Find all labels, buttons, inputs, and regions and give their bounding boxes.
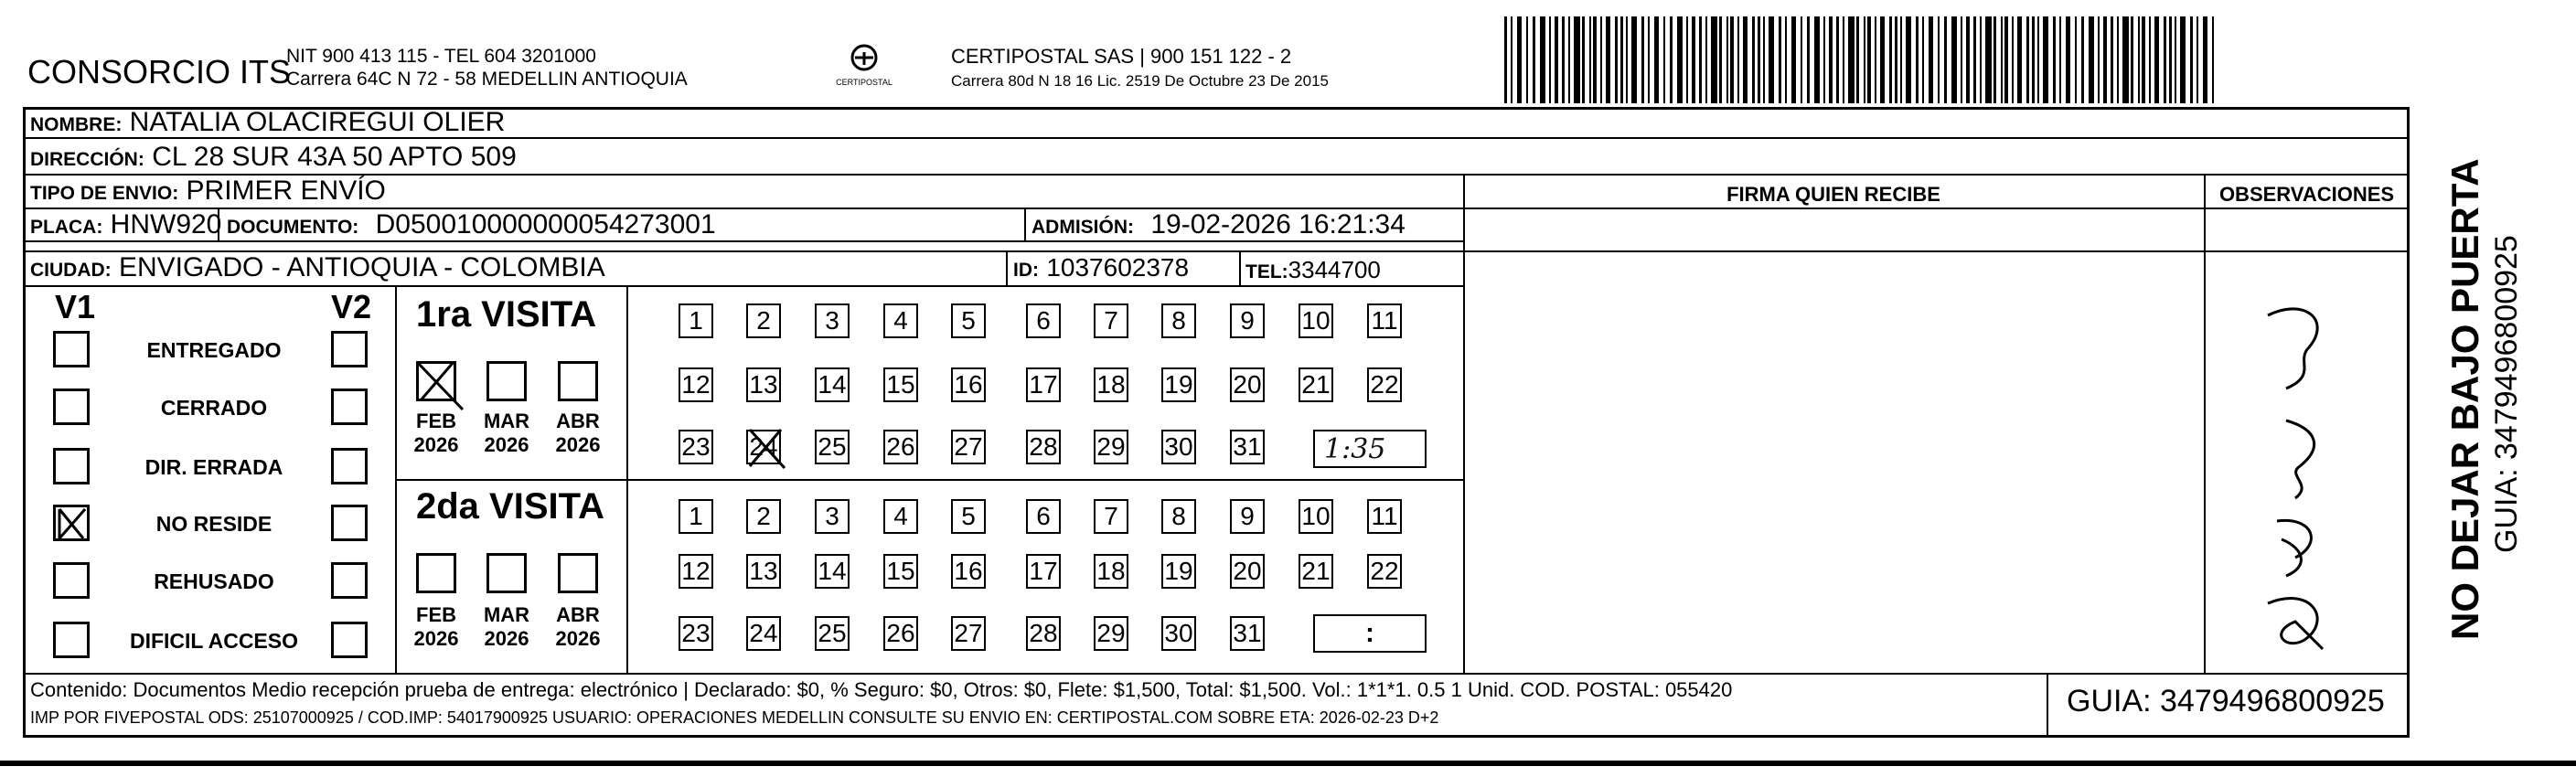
footer-line-1: Contenido: Documentos Medio recepción prueba de entrega: electrónico | Declarado: $0, % Seguro: $0, Otros: $0, Flete: $1,500, Total: $1,500. Vol.: 1*1*1. 0.5 1 Unid. COD. POSTAL: 055420 bbox=[30, 678, 1733, 701]
v2-checkbox[interactable] bbox=[331, 331, 368, 367]
day-cell[interactable]: 13 bbox=[746, 367, 781, 402]
barcode-bar bbox=[1922, 16, 1924, 103]
barcode-bar bbox=[1670, 16, 1673, 103]
barcode-bar bbox=[1801, 16, 1802, 103]
day-cell[interactable]: 14 bbox=[815, 554, 850, 589]
tipo-envio-label: TIPO DE ENVIO: bbox=[30, 183, 179, 204]
barcode-bar bbox=[1916, 16, 1919, 103]
barcode-bar bbox=[1641, 16, 1644, 103]
ciudad-value: ENVIGADO - ANTIOQUIA - COLOMBIA bbox=[119, 252, 605, 282]
barcode-bar bbox=[2122, 16, 2129, 103]
barcode-bar bbox=[1677, 16, 1683, 103]
v2-header: V2 bbox=[331, 288, 372, 325]
tel-value: 3344700 bbox=[1288, 256, 1381, 283]
v1-checkbox[interactable] bbox=[53, 388, 90, 425]
barcode-bar bbox=[1929, 16, 1933, 103]
day-cell[interactable]: 24 bbox=[746, 430, 781, 464]
barcode-bar bbox=[1692, 16, 1695, 103]
day-cell[interactable]: 10 bbox=[1299, 303, 1333, 338]
month-year: 2026 bbox=[413, 627, 459, 650]
day-cell[interactable]: 26 bbox=[883, 616, 918, 651]
barcode-bar bbox=[1562, 16, 1565, 103]
barcode-bar bbox=[1848, 16, 1855, 103]
barcode-bar bbox=[2164, 16, 2166, 103]
barcode-bar bbox=[1973, 16, 1976, 103]
firma-header: FIRMA QUIEN RECIBE bbox=[1726, 183, 1940, 206]
barcode-bar bbox=[1620, 16, 1623, 103]
barcode-bar bbox=[2197, 16, 2198, 103]
nombre-label: NOMBRE: bbox=[30, 114, 123, 135]
barcode-bar bbox=[2103, 16, 2107, 103]
barcode-bar bbox=[2203, 16, 2207, 103]
admision-value: 19-02-2026 16:21:34 bbox=[1150, 209, 1406, 239]
month-label bbox=[409, 410, 464, 457]
barcode-bar bbox=[2017, 16, 2022, 103]
day-cell[interactable]: 8 bbox=[1161, 303, 1196, 338]
visit1-title: 1ra VISITA bbox=[416, 294, 597, 335]
barcode-bar bbox=[1615, 16, 1618, 103]
day-cell[interactable]: 7 bbox=[1094, 499, 1128, 534]
visit1-time-box[interactable] bbox=[1313, 430, 1427, 468]
barcode-bar bbox=[1699, 16, 1702, 103]
day-cell[interactable]: 31 bbox=[1230, 616, 1265, 651]
barcode-bar bbox=[2026, 16, 2029, 103]
day-cell[interactable]: 2 bbox=[746, 303, 781, 338]
barcode-bar bbox=[2004, 16, 2008, 103]
barcode-bar bbox=[2053, 16, 2056, 103]
barcode-bar bbox=[2066, 16, 2070, 103]
barcode-bar bbox=[2190, 16, 2193, 103]
visit1-time-handwritten: 1:35 bbox=[1324, 433, 1386, 465]
barcode-bar bbox=[2175, 16, 2176, 103]
side-guia: GUIA: 3479496800925 bbox=[2489, 235, 2524, 553]
documento-label: DOCUMENTO: bbox=[227, 217, 359, 238]
visit2-time-placeholder: : bbox=[1365, 618, 1374, 648]
barcode-bar bbox=[2149, 16, 2151, 103]
day-cell[interactable]: 12 bbox=[679, 367, 713, 402]
barcode-bar bbox=[1526, 16, 1528, 103]
month-name: ABR bbox=[556, 603, 600, 626]
status-option-label: ENTREGADO bbox=[146, 338, 282, 362]
month-name: FEB bbox=[416, 410, 456, 432]
nombre-value: NATALIA OLACIREGUI OLIER bbox=[129, 107, 506, 137]
barcode-bar bbox=[1889, 16, 1892, 103]
day-cell[interactable]: 11 bbox=[1367, 303, 1402, 338]
barcode-bar bbox=[1654, 16, 1659, 103]
barcode-bar bbox=[1752, 16, 1755, 103]
day-cell[interactable]: 6 bbox=[1026, 303, 1061, 338]
barcode-bar bbox=[1993, 16, 1996, 103]
month-checkbox[interactable] bbox=[486, 553, 527, 593]
barcode-bar bbox=[1867, 16, 1871, 103]
barcode-bar bbox=[1726, 16, 1728, 103]
month-label bbox=[479, 603, 534, 651]
barcode-bar bbox=[1758, 16, 1760, 103]
day-cell[interactable]: 30 bbox=[1161, 616, 1196, 651]
barcode-bar bbox=[1574, 16, 1580, 103]
direccion-label: DIRECCIÓN: bbox=[30, 149, 144, 170]
day-cell[interactable]: 18 bbox=[1094, 367, 1128, 402]
admision-label: ADMISIÓN: bbox=[1031, 217, 1134, 238]
day-cell[interactable]: 28 bbox=[1026, 430, 1061, 464]
barcode-bar bbox=[1631, 16, 1637, 103]
barcode-bar bbox=[1730, 16, 1734, 103]
tipo-envio-value: PRIMER ENVÍO bbox=[186, 176, 386, 206]
direccion-value: CL 28 SUR 43A 50 APTO 509 bbox=[152, 142, 517, 172]
visit2-title: 2da VISITA bbox=[416, 486, 604, 527]
barcode-bar bbox=[2131, 16, 2133, 103]
logo-text: CERTIPOSTAL bbox=[836, 78, 893, 87]
day-cell[interactable]: 21 bbox=[1299, 554, 1333, 589]
barcode-bar bbox=[2111, 16, 2113, 103]
barcode-bar bbox=[2180, 16, 2186, 103]
barcode-bar bbox=[2032, 16, 2035, 103]
day-cell[interactable]: 29 bbox=[1094, 430, 1128, 464]
barcode-bar bbox=[1606, 16, 1610, 103]
barcode-bar bbox=[1549, 16, 1551, 103]
month-checkbox[interactable] bbox=[558, 361, 598, 401]
barcode-bar bbox=[1906, 16, 1911, 103]
status-option-label: CERRADO bbox=[160, 396, 268, 420]
barcode-bar bbox=[2012, 16, 2014, 103]
carrier-line-2: Carrera 80d N 18 16 Lic. 2519 De Octubre 23 De 2015 bbox=[951, 72, 1329, 90]
barcode-bar bbox=[1843, 16, 1844, 103]
barcode-bar bbox=[2075, 16, 2077, 103]
day-cell[interactable]: 5 bbox=[951, 499, 986, 534]
day-cell[interactable]: 26 bbox=[883, 430, 918, 464]
month-checkbox[interactable] bbox=[416, 361, 456, 401]
day-cell[interactable]: 17 bbox=[1026, 554, 1061, 589]
barcode-bar bbox=[2212, 16, 2214, 103]
side-no-dejar-bajo-puerta: NO DEJAR BAJO PUERTA bbox=[2443, 158, 2486, 640]
month-checkbox[interactable] bbox=[416, 553, 456, 593]
company-line-2: Carrera 64C N 72 - 58 MEDELLIN ANTIOQUIA bbox=[286, 69, 688, 90]
day-cell[interactable]: 24 bbox=[746, 616, 781, 651]
barcode-bar bbox=[1593, 16, 1597, 103]
footer-line-2: IMP POR FIVEPOSTAL ODS: 25107000925 / COD.IMP: 54017900925 USUARIO: OPERACIONES MEDELLIN CONSULTE SU ENVIO EN: CERTIPOSTAL.COM SOBRE ETA: 2026-02-23 D+2 bbox=[30, 708, 1439, 727]
month-name: MAR bbox=[483, 410, 530, 432]
day-cell[interactable]: 15 bbox=[883, 554, 918, 589]
observaciones-header: OBSERVACIONES bbox=[2218, 183, 2395, 206]
day-cell[interactable]: 31 bbox=[1230, 430, 1265, 464]
barcode-bar bbox=[2081, 16, 2084, 103]
month-label bbox=[479, 410, 534, 457]
day-cell[interactable]: 19 bbox=[1161, 367, 1196, 402]
day-cell[interactable]: 7 bbox=[1094, 303, 1128, 338]
day-cell[interactable]: 21 bbox=[1299, 367, 1333, 402]
day-cell[interactable]: 16 bbox=[951, 554, 986, 589]
v2-checkbox[interactable] bbox=[331, 448, 368, 484]
barcode-bar bbox=[1856, 16, 1859, 103]
id-value: 1037602378 bbox=[1046, 253, 1190, 282]
day-cell[interactable]: 25 bbox=[815, 616, 850, 651]
barcode-bar bbox=[1938, 16, 1940, 103]
month-year: 2026 bbox=[413, 433, 459, 456]
v2-checkbox[interactable] bbox=[331, 622, 368, 658]
barcode-bar bbox=[1944, 16, 1947, 103]
barcode-bar bbox=[1600, 16, 1602, 103]
month-label bbox=[409, 603, 464, 651]
day-cell[interactable]: 11 bbox=[1367, 499, 1402, 534]
barcode-bar bbox=[1836, 16, 1839, 103]
day-cell[interactable]: 14 bbox=[815, 367, 850, 402]
day-cell[interactable]: 29 bbox=[1094, 616, 1128, 651]
barcode-bar bbox=[1814, 16, 1820, 103]
day-cell[interactable]: 25 bbox=[815, 430, 850, 464]
barcode-bar bbox=[1511, 16, 1512, 103]
day-cell[interactable]: 2 bbox=[746, 499, 781, 534]
barcode-bar bbox=[1895, 16, 1897, 103]
v1-checkbox[interactable] bbox=[53, 622, 90, 658]
tel-label: TEL: bbox=[1245, 261, 1288, 282]
v2-checkbox[interactable] bbox=[331, 388, 368, 425]
day-cell[interactable]: 9 bbox=[1230, 499, 1265, 534]
month-name: ABR bbox=[556, 410, 600, 432]
day-cell[interactable]: 1 bbox=[679, 499, 713, 534]
day-cell[interactable]: 8 bbox=[1161, 499, 1196, 534]
barcode-bar bbox=[1555, 16, 1558, 103]
certipostal-logo-icon bbox=[828, 41, 901, 96]
barcode-bar bbox=[1540, 16, 1545, 103]
barcode-bar bbox=[2001, 16, 2003, 103]
barcode-bar bbox=[2043, 16, 2048, 103]
bottom-rule bbox=[0, 761, 2576, 766]
day-cell[interactable]: 22 bbox=[1367, 367, 1402, 402]
barcode-bar bbox=[1880, 16, 1885, 103]
recipient-signature bbox=[2231, 293, 2396, 658]
barcode-bar bbox=[1791, 16, 1796, 103]
barcode-bar bbox=[1711, 16, 1717, 103]
carrier-line-1: CERTIPOSTAL SAS | 900 151 122 - 2 bbox=[951, 45, 1292, 68]
day-cell[interactable]: 18 bbox=[1094, 554, 1128, 589]
day-cell[interactable]: 20 bbox=[1230, 554, 1265, 589]
month-year: 2026 bbox=[555, 627, 601, 650]
barcode-bar bbox=[1785, 16, 1787, 103]
barcode-bar bbox=[1568, 16, 1570, 103]
status-option-label: DIR. ERRADA bbox=[144, 455, 283, 479]
day-cell[interactable]: 4 bbox=[883, 499, 918, 534]
barcode-bar bbox=[1900, 16, 1902, 103]
barcode-bar bbox=[1582, 16, 1585, 103]
v1-checkbox[interactable] bbox=[53, 331, 90, 367]
day-cell[interactable]: 4 bbox=[883, 303, 918, 338]
barcode-bar bbox=[1779, 16, 1781, 103]
day-cell[interactable]: 23 bbox=[679, 616, 713, 651]
barcode-bar bbox=[1807, 16, 1810, 103]
barcode-bar bbox=[2142, 16, 2145, 103]
status-option-label: NO RESIDE bbox=[155, 512, 273, 536]
barcode-bar bbox=[1985, 16, 1992, 103]
check-mark-icon bbox=[415, 358, 470, 413]
barcode-bar bbox=[1648, 16, 1650, 103]
barcode-bar bbox=[1951, 16, 1957, 103]
barcode-bar bbox=[1769, 16, 1774, 103]
id-label: ID: bbox=[1013, 260, 1039, 281]
company-name: CONSORCIO ITS bbox=[27, 53, 292, 90]
barcode-bar bbox=[1829, 16, 1833, 103]
day-cell[interactable]: 9 bbox=[1230, 303, 1265, 338]
barcode-bar bbox=[1533, 16, 1535, 103]
v1-checkbox[interactable] bbox=[53, 505, 90, 541]
status-option-label: DIFICIL ACCESO bbox=[129, 629, 298, 653]
barcode-bar bbox=[2138, 16, 2140, 103]
barcode-bar bbox=[1823, 16, 1825, 103]
barcode-bar bbox=[1737, 16, 1739, 103]
status-option-label: REHUSADO bbox=[154, 569, 274, 593]
barcode-bar bbox=[2037, 16, 2039, 103]
day-cell[interactable]: 19 bbox=[1161, 554, 1196, 589]
barcode-bar bbox=[1504, 16, 1507, 103]
day-cell[interactable]: 10 bbox=[1299, 499, 1333, 534]
barcode bbox=[1504, 16, 2227, 103]
barcode-bar bbox=[1980, 16, 1982, 103]
barcode-bar bbox=[1966, 16, 1970, 103]
barcode-bar bbox=[2154, 16, 2159, 103]
day-cell[interactable]: 12 bbox=[679, 554, 713, 589]
placa-value: HNW920 bbox=[110, 209, 222, 239]
month-label bbox=[550, 603, 605, 651]
barcode-bar bbox=[1686, 16, 1688, 103]
month-year: 2026 bbox=[484, 627, 529, 650]
barcode-bar bbox=[2098, 16, 2100, 103]
barcode-bar bbox=[2089, 16, 2094, 103]
barcode-bar bbox=[1589, 16, 1591, 103]
documento-value: D050010000000054273001 bbox=[375, 209, 716, 239]
barcode-bar bbox=[1961, 16, 1962, 103]
barcode-bar bbox=[1626, 16, 1628, 103]
barcode-bar bbox=[1763, 16, 1765, 103]
barcode-bar bbox=[1864, 16, 1865, 103]
v2-checkbox[interactable] bbox=[331, 562, 368, 599]
barcode-bar bbox=[2059, 16, 2061, 103]
guia-box: GUIA: 3479496800925 bbox=[2067, 684, 2385, 718]
day-cell[interactable]: 30 bbox=[1161, 430, 1196, 464]
barcode-bar bbox=[1875, 16, 1876, 103]
day-cell[interactable]: 27 bbox=[951, 430, 986, 464]
day-cell[interactable]: 3 bbox=[815, 499, 850, 534]
placa-label: PLACA: bbox=[30, 217, 103, 238]
day-cell[interactable]: 15 bbox=[883, 367, 918, 402]
check-mark-icon bbox=[56, 507, 89, 540]
barcode-bar bbox=[1743, 16, 1748, 103]
day-cell[interactable]: 22 bbox=[1367, 554, 1402, 589]
month-checkbox[interactable] bbox=[486, 361, 527, 401]
company-line-1: NIT 900 413 115 - TEL 604 3201000 bbox=[286, 46, 596, 67]
day-cell[interactable]: 27 bbox=[951, 616, 986, 651]
day-cell[interactable]: 3 bbox=[815, 303, 850, 338]
v1-header: V1 bbox=[55, 288, 96, 325]
day-cell[interactable]: 13 bbox=[746, 554, 781, 589]
v2-checkbox[interactable] bbox=[331, 505, 368, 541]
visit2-time-box[interactable] bbox=[1313, 614, 1427, 653]
v1-checkbox[interactable] bbox=[53, 562, 90, 599]
barcode-bar bbox=[1719, 16, 1722, 103]
month-name: FEB bbox=[416, 603, 456, 626]
day-cell[interactable]: 16 bbox=[951, 367, 986, 402]
barcode-bar bbox=[1663, 16, 1665, 103]
day-cell[interactable]: 5 bbox=[951, 303, 986, 338]
v1-checkbox[interactable] bbox=[53, 448, 90, 484]
barcode-bar bbox=[1517, 16, 1522, 103]
day-cell[interactable]: 23 bbox=[679, 430, 713, 464]
day-cell[interactable]: 20 bbox=[1230, 367, 1265, 402]
day-cell[interactable]: 17 bbox=[1026, 367, 1061, 402]
barcode-bar bbox=[2117, 16, 2119, 103]
day-cell[interactable]: 6 bbox=[1026, 499, 1061, 534]
day-cell[interactable]: 1 bbox=[679, 303, 713, 338]
month-label bbox=[550, 410, 605, 457]
barcode-bar bbox=[2169, 16, 2172, 103]
month-name: MAR bbox=[483, 603, 530, 626]
month-year: 2026 bbox=[484, 433, 529, 456]
ciudad-label: CIUDAD: bbox=[30, 260, 112, 281]
month-year: 2026 bbox=[555, 433, 601, 456]
day-cell[interactable]: 28 bbox=[1026, 616, 1061, 651]
month-checkbox[interactable] bbox=[558, 553, 598, 593]
barcode-bar bbox=[1705, 16, 1707, 103]
